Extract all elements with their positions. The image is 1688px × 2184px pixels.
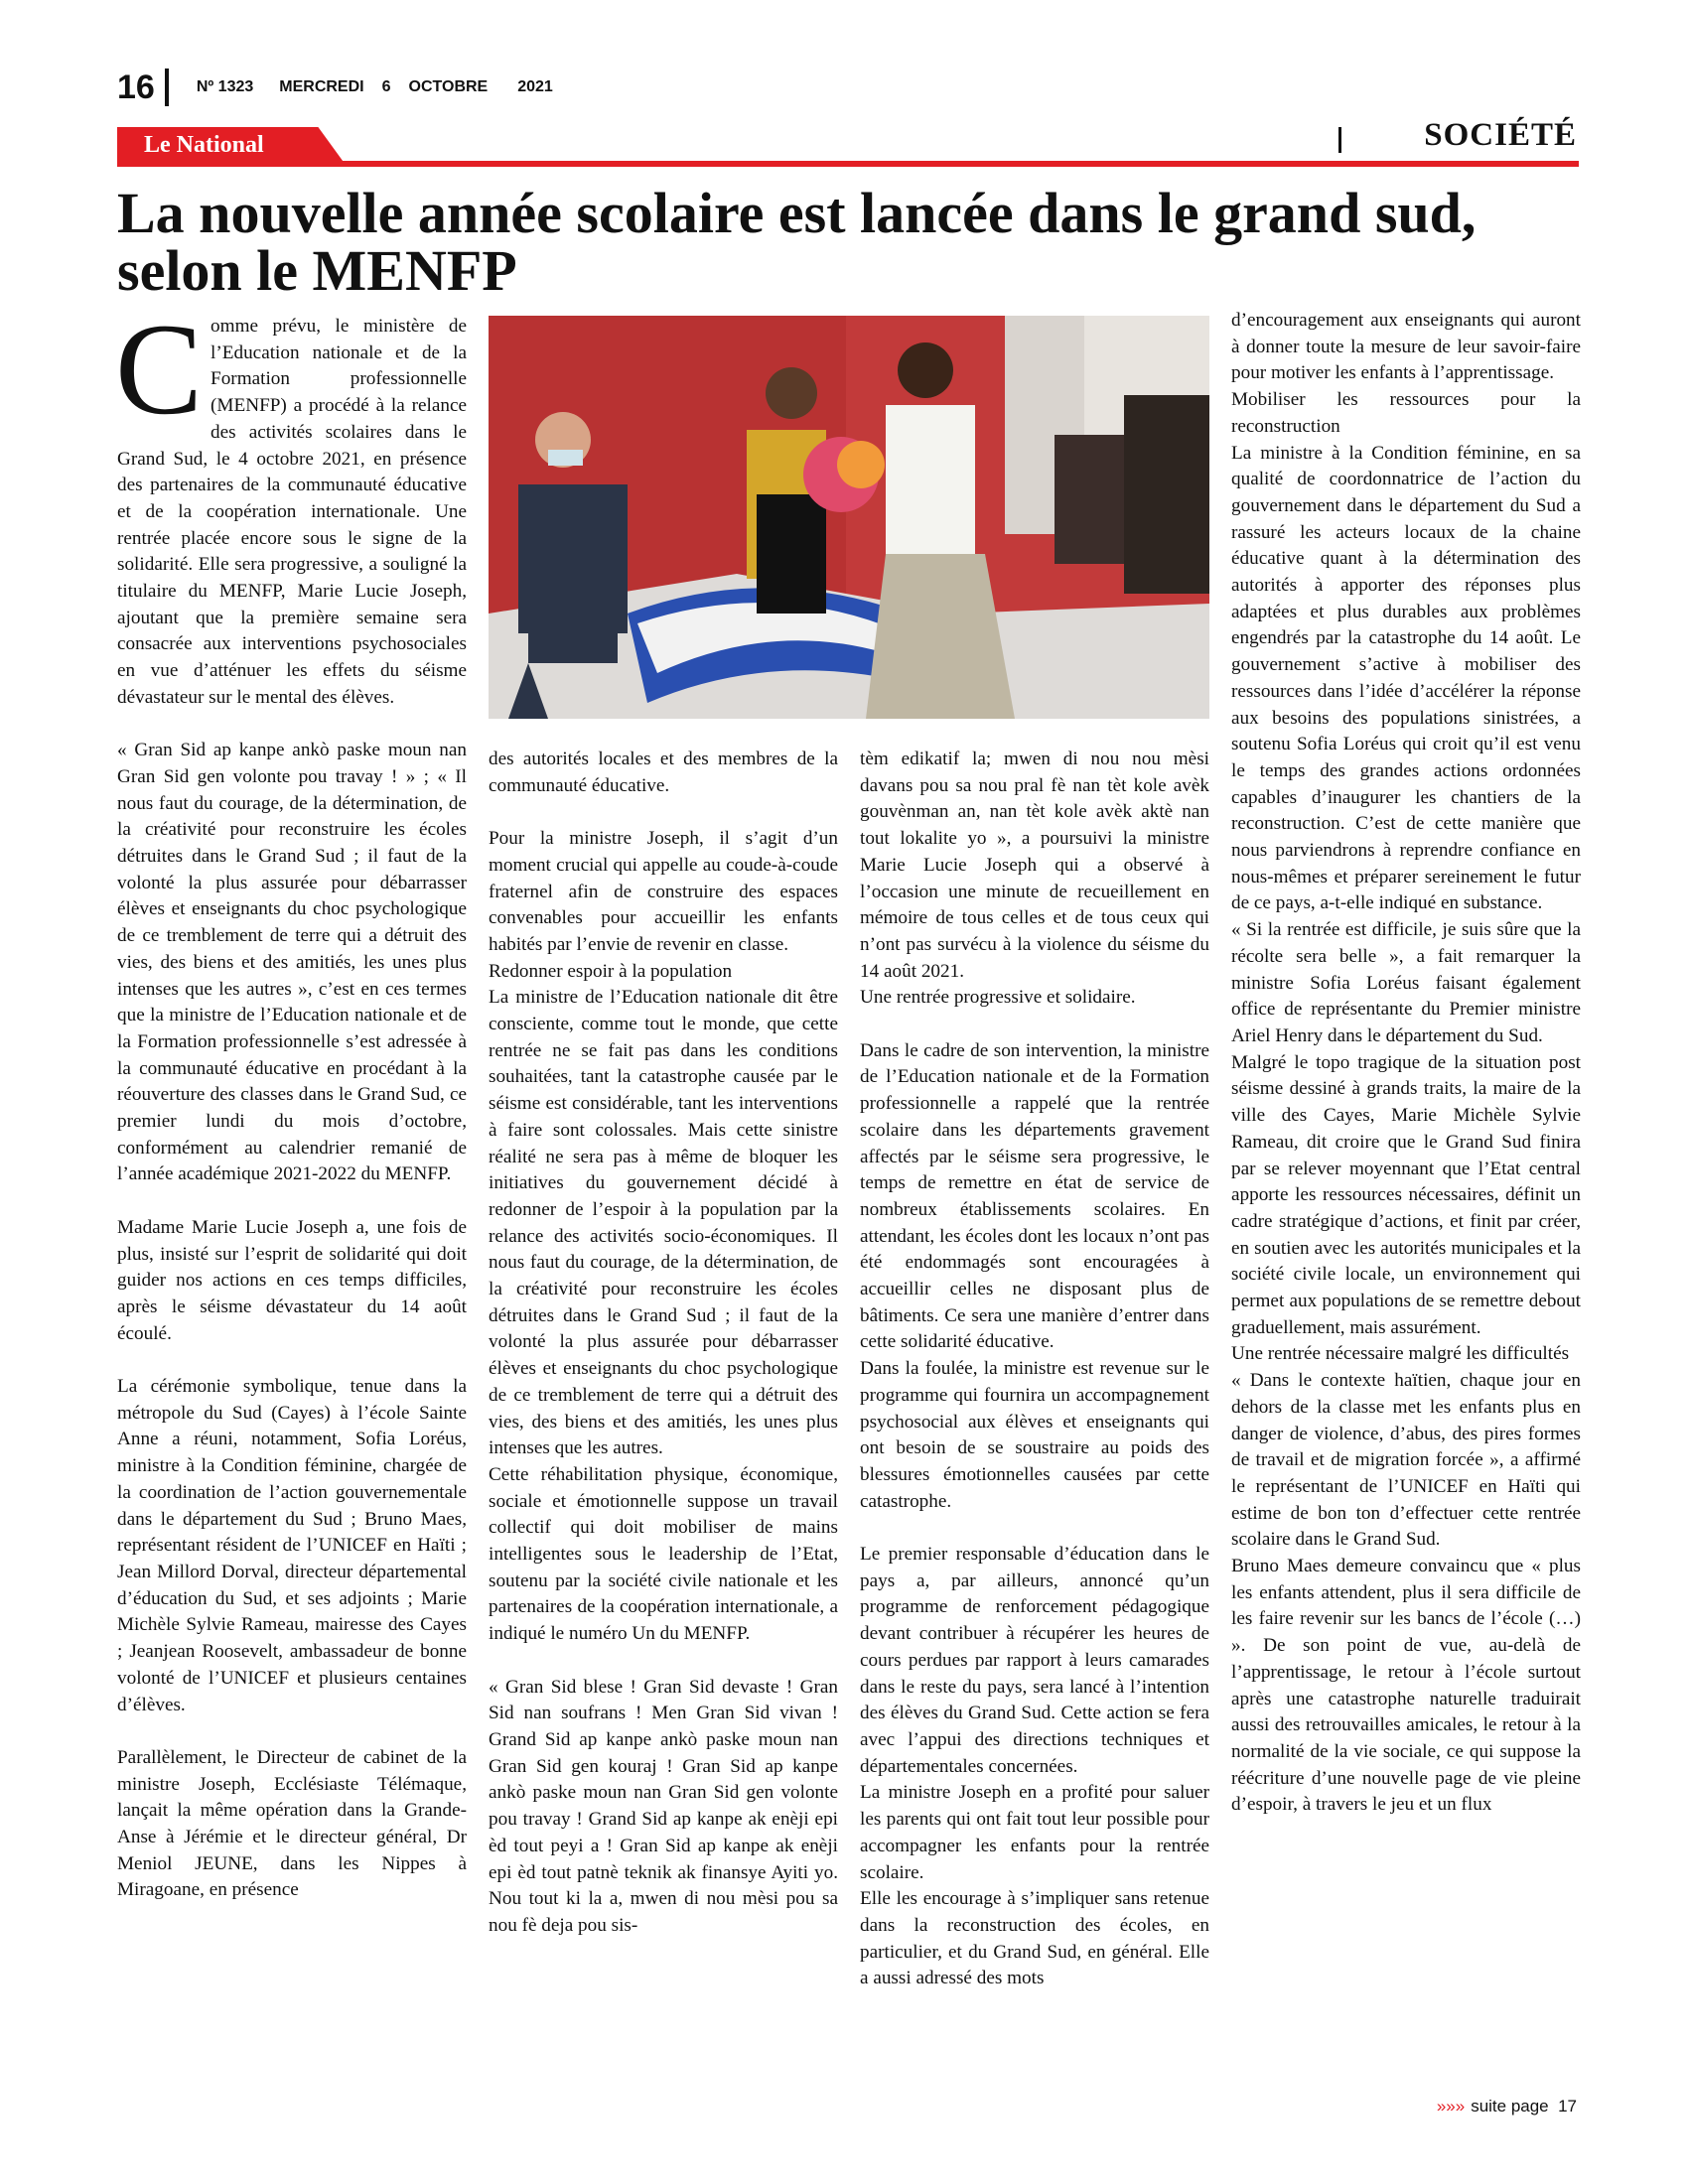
- paragraph: Cette réhabilitation physique, économique, sociale et émotionnelle suppose un travail collectif qui doit mobiliser de mains intelligentes sous le leadership de l’Etat, soutenu par la société civile nationale et les partenaires de la coopération internationale, a indiqué le numéro Un du MENFP.: [489, 1463, 838, 1645]
- subheading: Redonner espoir à la population: [489, 960, 733, 982]
- article-column-1: [115, 296, 467, 1904]
- article-column-2: [489, 747, 838, 1940]
- page-number: 16: [117, 68, 155, 106]
- paragraph: La ministre à la Condition féminine, en sa qualité de coordonnatrice de l’action du gouvernement dans le département du Sud a rassuré les acteurs locaux de la chaine éducative quant à la détermination des autorités à apporter des réponses plus adaptées et plus durables aux problèmes engendrés par la catastrophe du 14 août. Le gouvernement s’active à mobiliser des ressources dans l’idée d’accélérer la réponse aux besoins des populations sinistrées, a soutenu Sofia Loréus qui croit qu’il est venu le temps des grandes actions ordonnées capables d’inaugurer les chantiers de la reconstruction. C’est de cette manière que nous parviendrons à reprendre confiance en nous-mêmes et préparer sereinement le futur de ce pays, a-t-elle indiqué en substance.: [1231, 442, 1581, 914]
- paragraph: « Si la rentrée est difficile, je suis sûre que la récolte sera belle », a fait remarquer la ministre Sofia Loréus faisant également office de représentante du Premier ministre Ariel Henry dans le département du Sud.: [1231, 919, 1581, 1046]
- paragraph: d’encouragement aux enseignants qui auront à donner toute la mesure de leur savoir-faire pour motiver les enfants à l’apprentissage.: [1231, 310, 1581, 384]
- subheading: Mobiliser les ressources pour la reconstruction: [1231, 389, 1581, 437]
- paragraph: Parallèlement, le Directeur de cabinet de la ministre Joseph, Ecclésiaste Télémaque, lançait la même opération dans la Grande-Anse à Jérémie et le directeur général, Dr Meniol JEUNE, dans les Nippes à Miragoane, en présence: [117, 1746, 467, 1901]
- brand-name: Le National: [144, 132, 264, 158]
- continue-arrows: »»»: [1436, 2097, 1466, 2116]
- section-divider: [1338, 127, 1341, 153]
- paragraph: Bruno Maes demeure convaincu que « plus les enfants attendent, plus il sera difficile de les faire revenir sur les bancs de l’école (…) ». De son point de vue, au-delà de l’apprentissage, le retour à l’école surtout après une catastrophe naturelle traduirait aussi des retrouvailles amicales, le retour à la normalité de la vie sociale, ce qui suppose la réécriture d’une nouvelle page de vie pleine d’espoir, à travers le jeu et un flux: [1231, 1556, 1581, 1816]
- header-rule: [117, 161, 1579, 167]
- paragraph: Le premier responsable d’éducation dans le pays a, par ailleurs, annoncé qu’un programme de renforcement pédagogique devant contribuer à récupérer les heures de cours perdues par rapport à leurs camarades dans le reste du pays, sera lancé à l’intention des élèves du Grand Sud. Cette action se fera avec l’appui des directions techniques et départementales concernées.: [860, 1544, 1209, 1777]
- paragraph: Madame Marie Lucie Joseph a, une fois de plus, insisté sur l’esprit de solidarité qui doit guider nos actions en ces temps difficiles, après le séisme dévastateur du 14 août écoulé.: [117, 1216, 467, 1344]
- article-headline: La nouvelle année scolaire est lancée dans le grand sud, selon le MENFP: [117, 181, 1477, 303]
- drop-cap: C: [115, 296, 204, 442]
- paragraph: La ministre de l’Education nationale dit être consciente, comme tout le monde, que cette rentrée ne se fait pas dans les conditions souhaitées, tant la catastrophe causée par le séisme est considérable, tant les interventions à faire sont colossales. Mais cette sinistre réalité ne sera pas à même de bloquer les initiatives du gouvernement décidé à redonner de l’espoir à la population par la relance des activités socio-économiques. Il nous faut du courage, de la détermination, de la créativité pour reconstruire les écoles détruites dans le Grand Sud ; il faut de la volonté la plus assurée pour débarrasser élèves et enseignants du choc psychologique de ce tremblement de terre qui a détruit des vies, des biens et des amitiés, les unes plus intenses que les autres.: [489, 987, 838, 1459]
- date-day: 6: [381, 78, 391, 95]
- paragraph: La cérémonie symbolique, tenue dans la métropole du Sud (Cayes) à l’école Sainte Anne a réuni, notamment, Sofia Loréus, ministre à la Condition féminine, chargée de la coordination de l’action gouvernementale dans le département du Sud ; Bruno Maes, représentant résident de l’UNICEF en Haïti ; Jean Millord Dorval, directeur départemental d’éducation du Sud, et ses adjoints ; Marie Michèle Sylvie Rameau, mairesse des Cayes ; Jeanjean Roosevelt, ambassadeur de bonne volonté de l’UNICEF et plusieurs centaines d’élèves.: [117, 1376, 467, 1715]
- subheading: Une rentrée progressive et solidaire.: [860, 987, 1136, 1009]
- paragraph: « Dans le contexte haïtien, chaque jour en dehors de la classe met les enfants plus en danger de violence, d’abus, des pires formes de travail et de migration forcée », a affirmé le représentant de l’UNICEF en Haïti qui estime de bon ton d’effectuer cette rentrée scolaire dans le Grand Sud.: [1231, 1370, 1581, 1551]
- header-divider: [165, 68, 169, 106]
- paragraph: des autorités locales et des membres de la communauté éducative.: [489, 749, 838, 796]
- paragraph: « Gran Sid blese ! Gran Sid devaste ! Gran Sid nan soufrans ! Men Gran Sid vivan ! Grand Sid ap kanpe ankò paske moun nan Gran Sid gen kouraj ! Gran Sid ap kanpe ankò paske moun nan Gran Sid gen volonte pou travay ! Grand Sid ap kanpe ak enèji epi èd tout peyi a ! Gran Sid ap kanpe ak enèji epi èd tout patnè teknik ak finansye Ayiti yo. Nou tout ki la a, mwen di nou mèsi pou sa nou fè deja pou sis-: [489, 1676, 838, 1936]
- paragraph: tèm edikatif la; mwen di nou nou mèsi davans pou sa nou pral fè nan tèt kole avèk gouvènman an, nan tèt kole avèk aktè nan tout lokalite yo », a poursuivi la ministre Marie Lucie Joseph qui a observé à l’occasion une minute de recueillement en mémoire de tous celles et de tous ceux qui n’ont pas survécu à la violence du séisme du 14 août 2021.: [860, 749, 1209, 982]
- subheading: Une rentrée nécessaire malgré les difficultés: [1231, 1343, 1570, 1365]
- article-column-4: [1231, 308, 1581, 1819]
- paragraph: Dans la foulée, la ministre est revenue sur le programme qui fournira un accompagnement psychosocial aux élèves et enseignants qui ont besoin de se soustraire au poids des blessures émotionnelles causées par cette catastrophe.: [860, 1358, 1209, 1512]
- paragraph: omme prévu, le ministère de l’Education nationale et de la Formation professionnelle (MENFP) a procédé à la relance des activités scolaires dans le Grand Sud, le 4 octobre 2021, en présence des partenaires de la communauté éducative et de la coopération internationale. Une rentrée placée encore sous le signe de la solidarité. Elle sera progressive, a souligné la titulaire du MENFP, Marie Lucie Joseph, ajoutant que la première semaine sera consacrée aux interventions psychosociales en vue d’atténuer les effets du séisme dévastateur sur le mental des élèves.: [117, 316, 467, 708]
- paragraph: La ministre Joseph en a profité pour saluer les parents qui ont fait tout leur possible pour accompagner les enfants pour la rentrée scolaire.: [860, 1782, 1209, 1883]
- paragraph: Malgré le topo tragique de la situation post séisme dessiné à grands traits, la maire de la ville des Cayes, Marie Michèle Sylvie Rameau, dit croire que le Grand Sud finira par se relever moyennant que l’Etat central apporte les ressources nécessaires, définit un cadre stratégique d’actions, et finit par créer, en soutien avec les autorités municipales et la société civile locale, un environnement qui permet aux populations de se remettre debout graduellement, mais assurément.: [1231, 1051, 1581, 1338]
- paragraph: Dans le cadre de son intervention, la ministre de l’Education nationale et de la Formation professionnelle a rappelé que la rentrée scolaire dans les départements gravement affectés par le séisme sera progressive, le temps de remettre en état de service de nombreux établissements scolaires. En attendant, les écoles dont les locaux n’ont pas été endommagés sont encouragées à accueillir celles ne disposant plus de bâtiments. Ce sera une manière d’entrer dans cette solidarité éducative.: [860, 1039, 1209, 1353]
- paragraph: Pour la ministre Joseph, il s’agit d’un moment crucial qui appelle au coude-à-coude fraternel afin de construire des espaces convenables pour accueillir les enfants habités par l’envie de revenir en classe.: [489, 828, 838, 955]
- date-year: 2021: [517, 78, 553, 95]
- paragraph: « Gran Sid ap kanpe ankò paske moun nan Gran Sid gen volonte pou travay ! » ; « Il nous faut du courage, de la détermination, de la créativité pour reconstruire les écoles détruites dans le Grand Sud ; il faut de la volonté la plus assurée pour débarrasser élèves et enseignants du choc psychologique de ce tremblement de terre qui a détruit des vies, des biens et des amitiés, les unes plus intenses que les autres », c’est en ces termes que la ministre de l’Education nationale et de la Formation professionnelle s’est adressée à la communauté éducative en procédant à la réouverture des classes dans le Grand Sud, ce premier lundi du mois d’octobre, conformément au calendrier remanié de l’année académique 2021-2022 du MENFP.: [117, 740, 467, 1185]
- page-header: [117, 68, 579, 107]
- paragraph: Elle les encourage à s’impliquer sans retenue dans la reconstruction des écoles, en particulier, et du Grand Sud, en général. Elle a aussi adressé des mots: [860, 1888, 1209, 1989]
- continued-label: suite page 17: [1471, 2097, 1577, 2116]
- continued-note: [1437, 2097, 1577, 2116]
- date-weekday: MERCREDI: [279, 78, 364, 95]
- article-photo: [489, 316, 1209, 719]
- issue-number: Nº 1323: [196, 78, 254, 95]
- date-month: OCTOBRE: [408, 78, 489, 95]
- section-label: SOCIÉTÉ: [1424, 117, 1577, 153]
- article-column-3: [860, 747, 1209, 1992]
